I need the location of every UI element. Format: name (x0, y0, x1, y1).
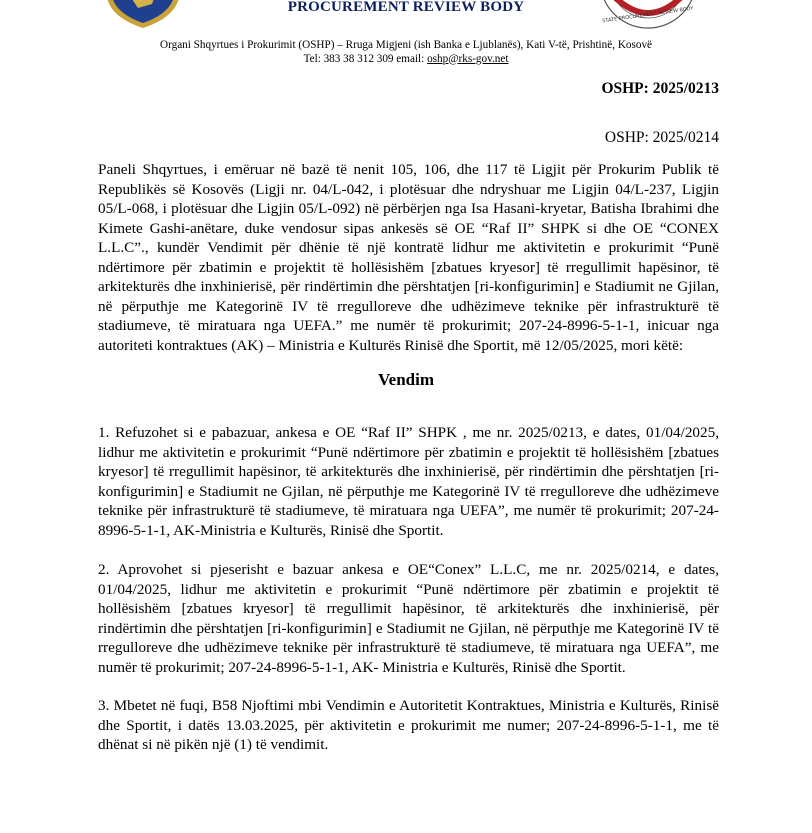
header-title (0, 0, 812, 15)
contact-phone-email (0, 53, 812, 67)
decision-heading: Vendim (377, 370, 435, 389)
contact-address: Organi Shqyrtues i Prokurimit (OSHP) – Rruga Migjeni (ish Banka e Ljublanës), Kati V-të, Prishtinë, Kosovë (160, 39, 652, 51)
decision-item-3: 3. Mbetet në fuqi, B58 Njoftimi mbi Vendimin e Autoritetit Kontraktues, Ministria e Kulturës, Rinisë dhe Sportit, i datës 13.03.2025, për aktivitetin e prokurimit me numer; 207-24-8996-5-1-1, me të dhënat si në pikën një (1) të vendimit. (98, 697, 719, 753)
contact-block (0, 39, 812, 66)
contact-phone: Tel: 383 38 312 309 email: (303, 52, 428, 65)
case-reference-primary: OSHP: 2025/0213 (601, 80, 719, 97)
svg-text:STATE PROCUREMENT REVIEW BODY: STATE PROCUREMENT REVIEW BODY (601, 5, 694, 25)
contact-email-link[interactable]: oshp@rks-gov.net (427, 52, 509, 65)
header-title-text: PROCUREMENT REVIEW BODY (287, 0, 525, 15)
case-reference-secondary: OSHP: 2025/0214 (604, 129, 719, 146)
intro-paragraph: Paneli Shqyrtues, i emëruar në bazë të nenit 105, 106, dhe 117 të Ligjit për Prokurim Publik të Republikës së Kosovës (Ligji nr. 04/L-042, i plotësuar dhe ndryshuar me Ligjin 04/L-237, Ligjin 05/L-068, i plotësuar dhe Ligjin 05/L-092) në përbërjen nga Isa Hasani-kryetar, Batisha Ibrahimi dhe Kimete Gashi-anëtare, duke vendosur sipas ankesës së OE “Raf II” SHPK si dhe OE “CONEX L.L.C”., kundër Vendimit për dhënie të një kontratë lidhur me aktivitetin e prokurimit “Punë ndërtimore për zbatimin e projektit të hollësishëm [zbatues kryesor] të rregullimit hapësinor, të arkitekturës dhe inxhinierisë, për rindërtimin dhe përshtatjen [ri-konfigurimin] e Stadiumit ne Gjilan, në përputhje me Kategorinë IV të rregulloreve dhe udhëzimeve teknike për infrastrukturë të stadiumeve, të miratuara nga UEFA.” me numër të prokurimit; 207-24-8996-5-1-1, inicuar nga autoriteti kontraktues (AK) – Ministria e Kulturës Rinisë dhe Sportit, më 12/05/2025, mori këtë: (98, 161, 719, 354)
decision-item-1: 1. Refuzohet si e pabazuar, ankesa e OE “Raf II” SHPK , me nr. 2025/0213, e dates, 01/04/2025, lidhur me aktivitetin e prokurimit “Punë ndërtimore për zbatimin e projektit të hollësishëm [zbatues kryesor] të rregullimit hapësinor, të arkitekturës dhe inxhinierisë, për rindërtimin dhe përshtatjen [ri-konfigurimin] e Stadiumit ne Gjilan, në përputhje me Kategorinë IV të rregulloreve dhe udhëzimeve teknike për infrastrukturë të stadiumeve, të miratuara nga UEFA”, me numër të prokurimit; 207-24-8996-5-1-1, AK-Ministria e Kulturës, Rinisë dhe Sportit. (98, 424, 719, 539)
decision-item-2: 2. Aprovohet si pjeserisht e bazuar ankesa e OE“Conex” L.L.C, me nr. 2025/0214, e dates, 01/04/2025, lidhur me aktivitetin e prokurimit “Punë ndërtimore për zbatimin e projektit të hollësishëm [zbatues kryesor] të rregullimit hapësinor, të arkitekturës dhe inxhinierisë, për rindërtimin dhe përshtatjen [ri-konfigurimin] e Stadiumit ne Gjilan, në përputhje me Kategorinë IV të rregulloreve dhe udhëzimeve teknike për infrastrukturë të stadiumeve, të miratuara nga UEFA”, me numër të prokurimit; 207-24-8996-5-1-1, AK- Ministria e Kulturës, Rinisë dhe Sportit. (98, 561, 719, 676)
